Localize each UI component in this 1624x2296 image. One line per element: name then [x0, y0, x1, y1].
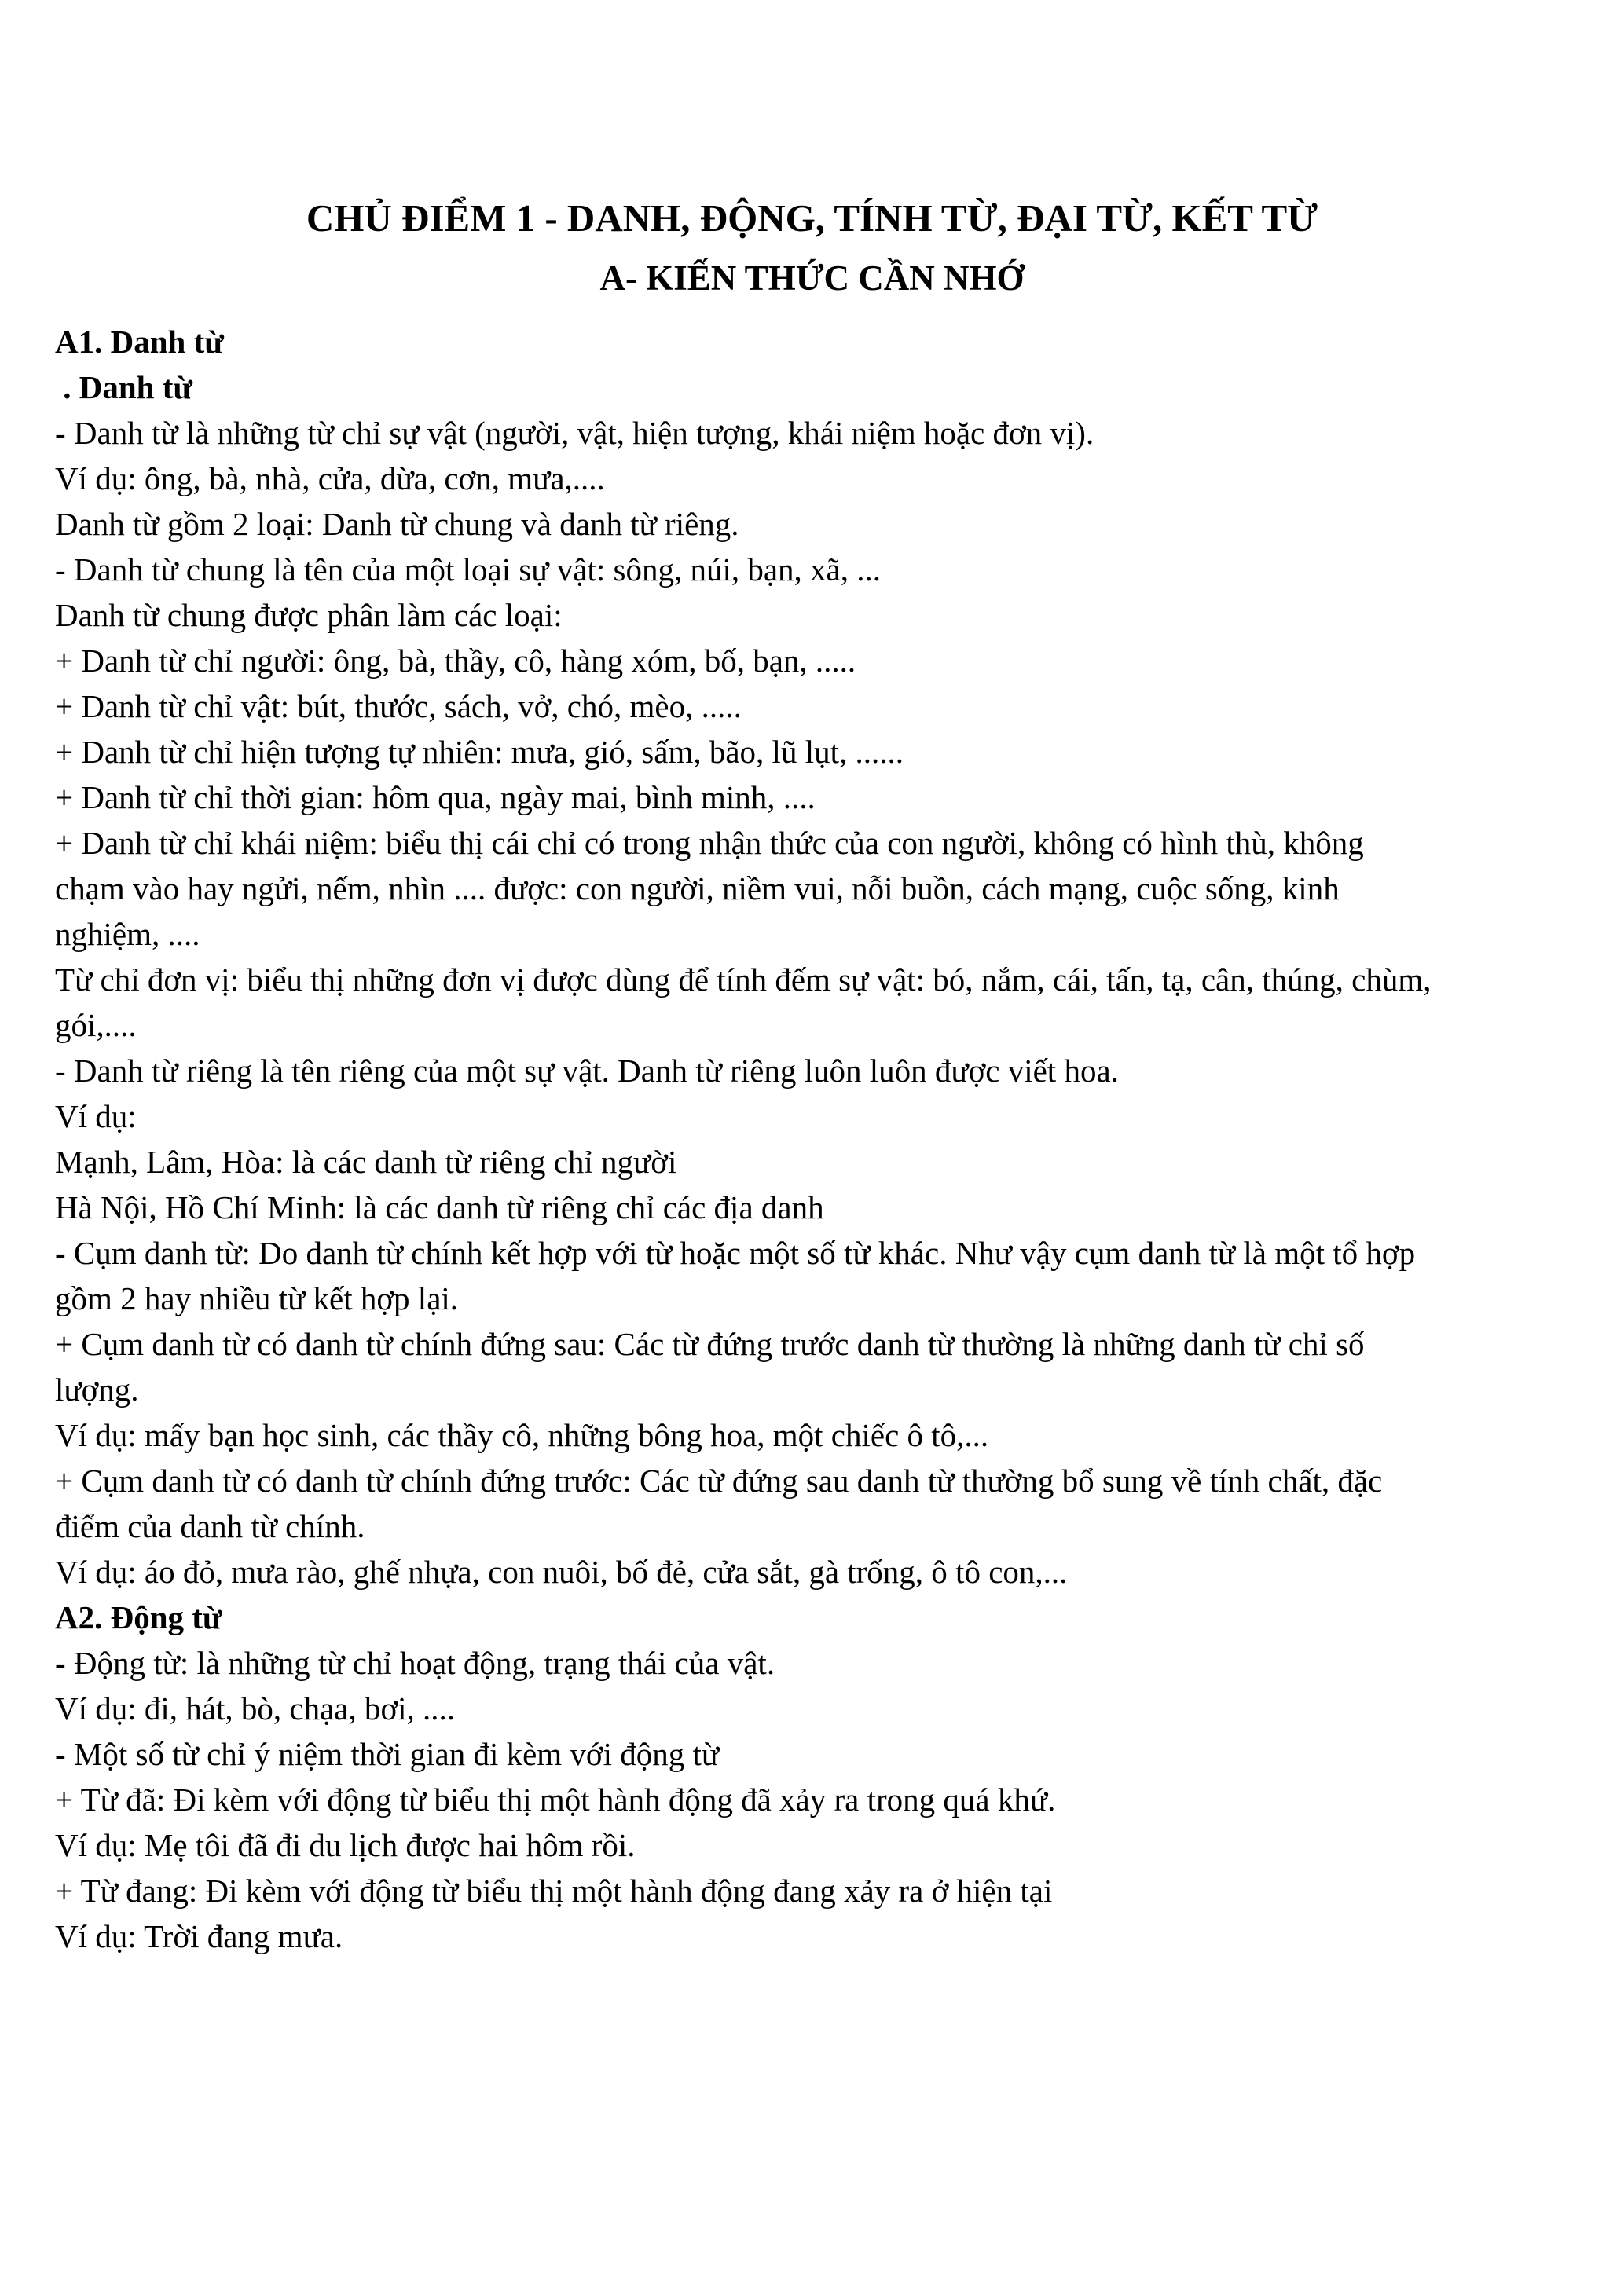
- document-body: [55, 319, 1577, 1959]
- text-line: Từ chỉ đơn vị: biểu thị những đơn vị được dùng để tính đếm sự vật: bó, nắm, cái, tấn, tạ, cân, thúng, chùm,: [55, 961, 1432, 998]
- text-line: gồm 2 hay nhiều từ kết hợp lại.: [55, 1280, 459, 1316]
- text-line: Ví dụ: Mẹ tôi đã đi du lịch được hai hôm rồi.: [55, 1827, 636, 1863]
- text-line: A1. Danh từ: [55, 324, 224, 360]
- text-line: - Động từ: là những từ chỉ hoạt động, trạng thái của vật.: [55, 1645, 775, 1681]
- text-line: - Một số từ chỉ ý niệm thời gian đi kèm với động từ: [55, 1736, 720, 1772]
- text-line: - Danh từ là những từ chỉ sự vật (người, vật, hiện tượng, khái niệm hoặc đơn vị).: [55, 415, 1094, 451]
- text-line: Ví dụ: áo đỏ, mưa rào, ghế nhựa, con nuôi, bố đẻ, cửa sắt, gà trống, ô tô con,...: [55, 1554, 1068, 1590]
- text-line: Hà Nội, Hồ Chí Minh: là các danh từ riêng chỉ các địa danh: [55, 1189, 824, 1225]
- text-line: Ví dụ: mấy bạn học sinh, các thầy cô, những bông hoa, một chiếc ô tô,...: [55, 1417, 989, 1453]
- text-line: Danh từ chung được phân làm các loại:: [55, 597, 563, 633]
- text-line: Ví dụ:: [55, 1098, 137, 1134]
- text-line: + Cụm danh từ có danh từ chính đứng trước: Các từ đứng sau danh từ thường bổ sung về tính chất, đặc: [55, 1463, 1383, 1499]
- text-line: nghiệm, ....: [55, 916, 200, 952]
- text-line: Mạnh, Lâm, Hòa: là các danh từ riêng chỉ người: [55, 1144, 677, 1180]
- document-subtitle: A- KIẾN THỨC CẦN NHỚ: [599, 258, 1025, 298]
- text-line: điểm của danh từ chính.: [55, 1508, 365, 1544]
- text-line: - Danh từ chung là tên của một loại sự vật: sông, núi, bạn, xã, ...: [55, 551, 882, 588]
- text-line: A2. Động từ: [55, 1599, 222, 1635]
- text-line: + Từ đã: Đi kèm với động từ biểu thị một hành động đã xảy ra trong quá khứ.: [55, 1782, 1056, 1818]
- text-line: + Danh từ chỉ khái niệm: biểu thị cái chỉ có trong nhận thức của con người, không có hình thù, không: [55, 825, 1364, 861]
- text-line: Ví dụ: Trời đang mưa.: [55, 1918, 343, 1954]
- text-line: - Cụm danh từ: Do danh từ chính kết hợp với từ hoặc một số từ khác. Như vậy cụm danh từ là một tổ hợp: [55, 1235, 1416, 1271]
- text-line: Ví dụ: đi, hát, bò, chạa, bơi, ....: [55, 1690, 456, 1727]
- text-line: + Từ đang: Đi kèm với động từ biểu thị một hành động đang xảy ra ở hiện tại: [55, 1873, 1053, 1909]
- text-line: . Danh từ: [55, 369, 192, 405]
- text-line: + Danh từ chỉ người: ông, bà, thầy, cô, hàng xóm, bố, bạn, .....: [55, 643, 856, 679]
- document-title: CHỦ ĐIỂM 1 - DANH, ĐỘNG, TÍNH TỪ, ĐẠI TỪ, KẾT TỪ: [306, 196, 1318, 240]
- text-line: + Cụm danh từ có danh từ chính đứng sau: Các từ đứng trước danh từ thường là những danh từ chỉ số: [55, 1326, 1365, 1362]
- text-line: + Danh từ chỉ hiện tượng tự nhiên: mưa, gió, sấm, bão, lũ lụt, ......: [55, 734, 904, 770]
- text-line: Danh từ gồm 2 loại: Danh từ chung và danh từ riêng.: [55, 506, 739, 542]
- text-line: lượng.: [55, 1371, 139, 1408]
- text-line: + Danh từ chỉ vật: bút, thước, sách, vở, chó, mèo, .....: [55, 688, 742, 724]
- text-line: Ví dụ: ông, bà, nhà, cửa, dừa, cơn, mưa,....: [55, 460, 605, 496]
- text-line: chạm vào hay ngửi, nếm, nhìn .... được: con người, niềm vui, nỗi buồn, cách mạng, cuộc sống, kinh: [55, 870, 1340, 906]
- text-line: gói,....: [55, 1007, 137, 1043]
- text-line: - Danh từ riêng là tên riêng của một sự vật. Danh từ riêng luôn luôn được viết hoa.: [55, 1053, 1119, 1089]
- text-line: + Danh từ chỉ thời gian: hôm qua, ngày mai, bình minh, ....: [55, 779, 816, 815]
